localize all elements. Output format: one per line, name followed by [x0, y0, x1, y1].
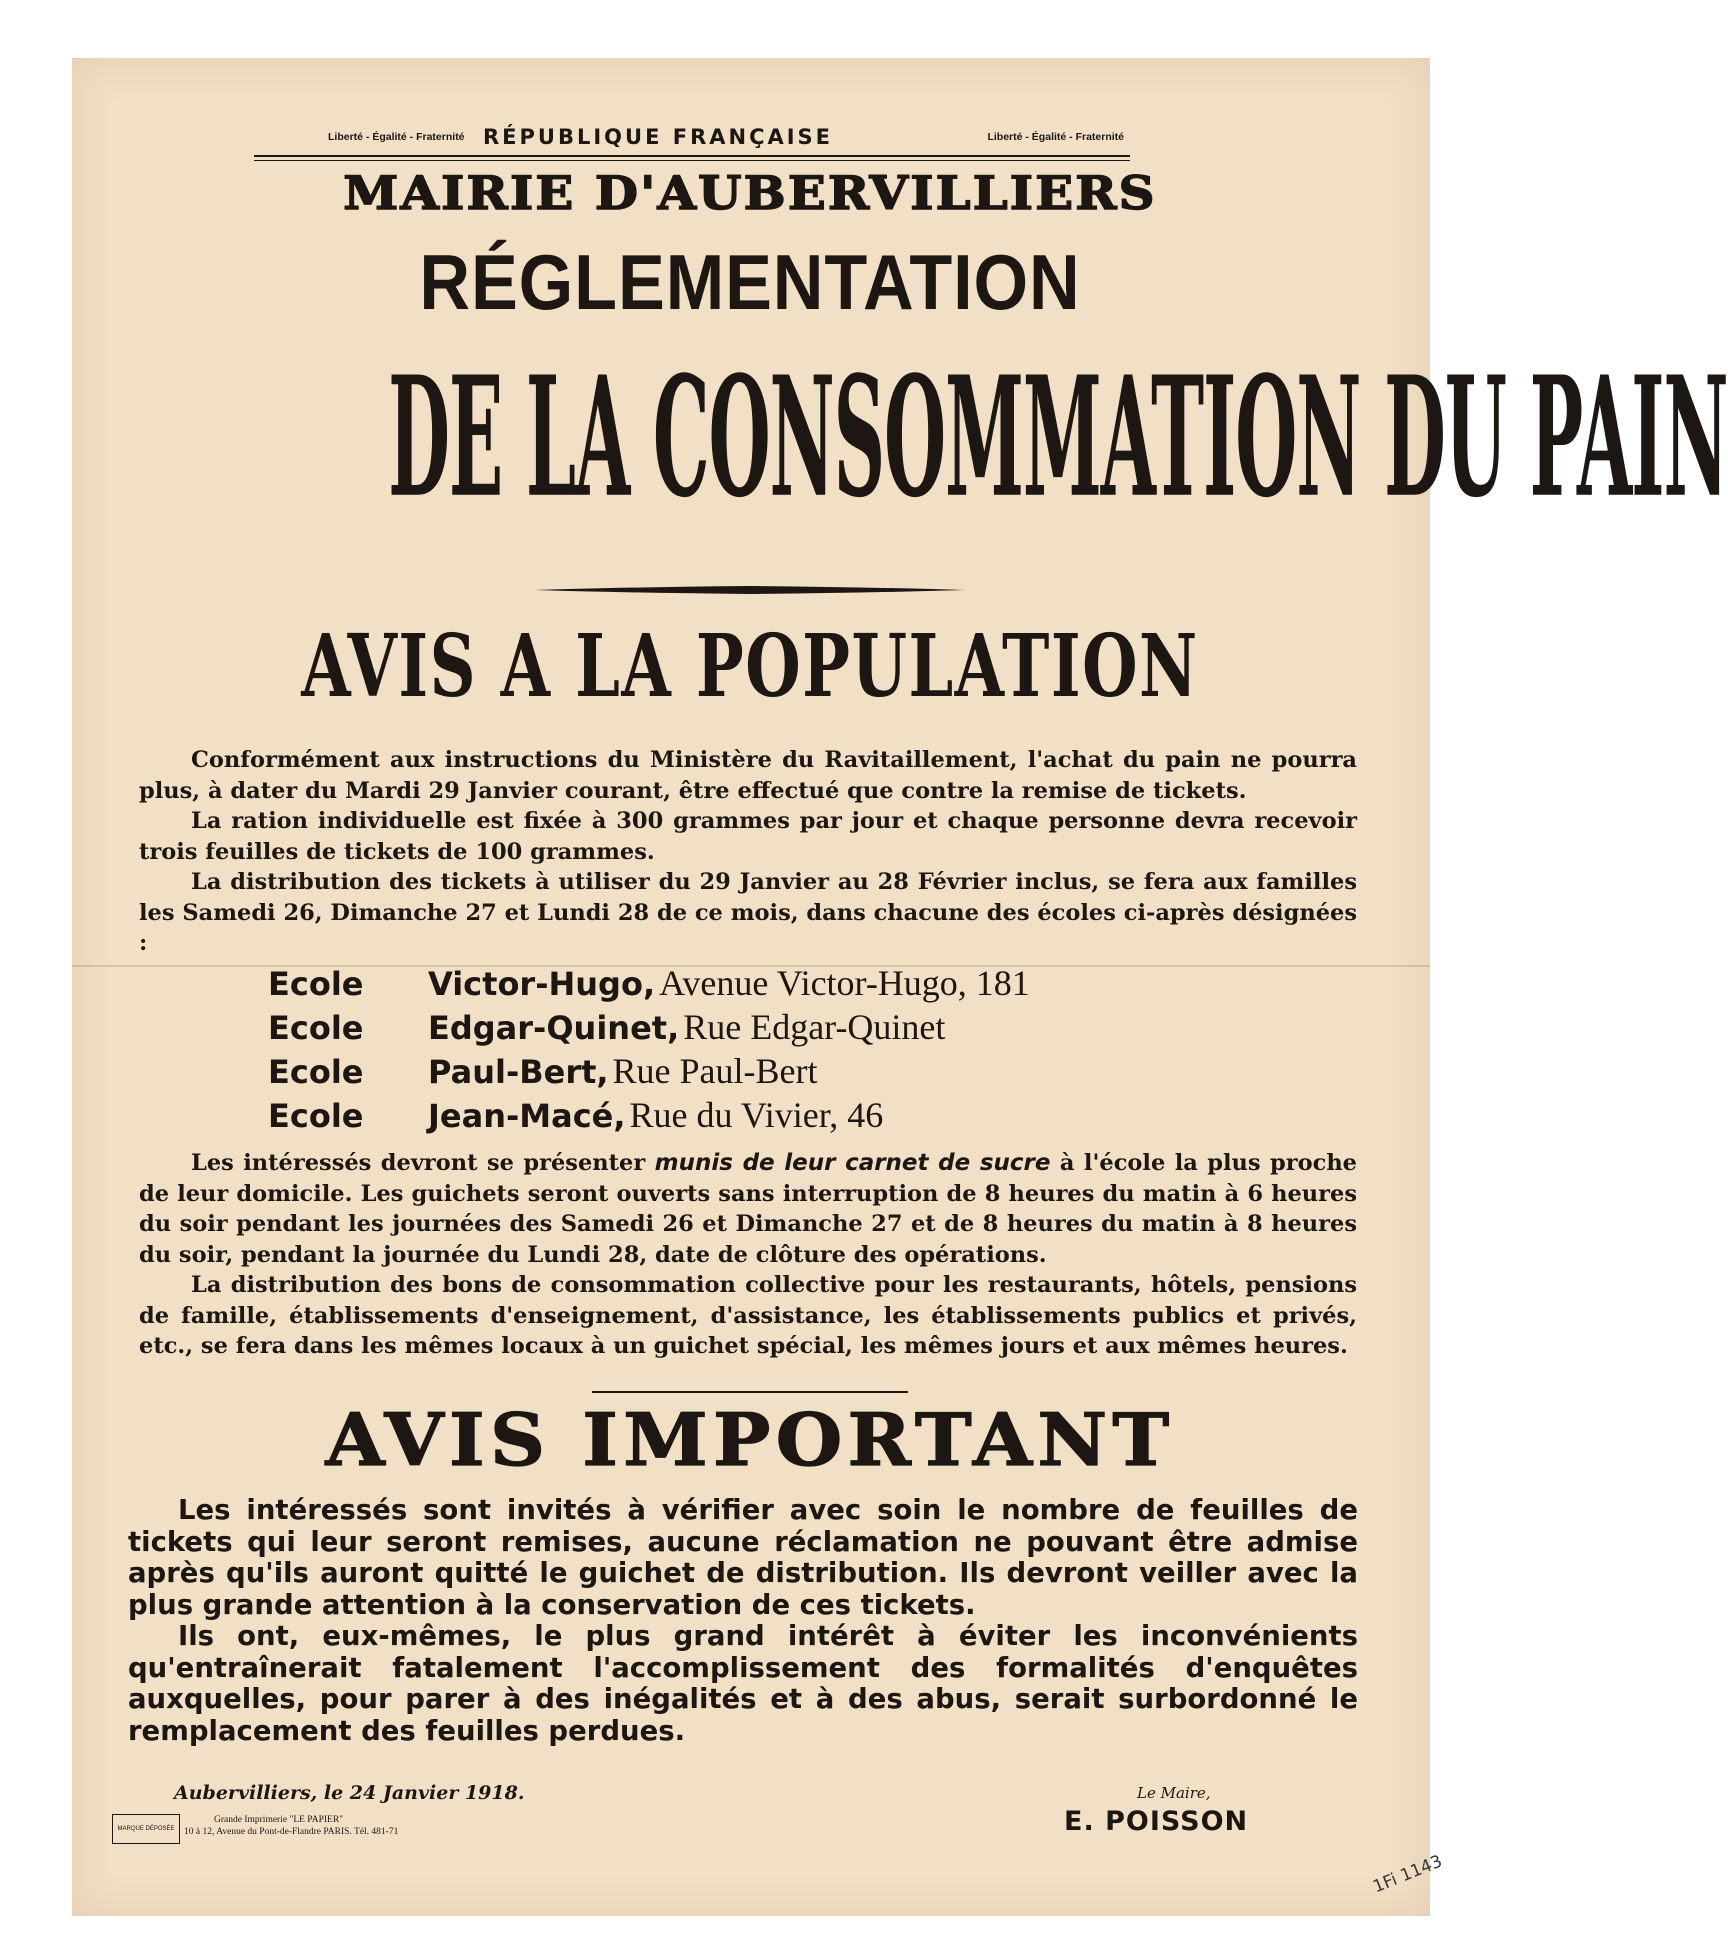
printer-name: Grande Imprimerie "LE PAPIER" [214, 1815, 344, 1825]
intro-paragraphs [139, 745, 1357, 959]
school-item: Ecole Edgar-Quinet, Rue Edgar-Quinet [268, 1007, 946, 1047]
paragraph-distribution: La distribution des tickets à utiliser du 29 Janvier au 28 Février inclus, se fera aux familles les Samedi 26, Dimanche 27 et Lundi 28 de ce mois, dans chacune des écoles ci-après désignées : [139, 869, 1357, 956]
school-item: Ecole Paul-Bert, Rue Paul-Bert [268, 1051, 818, 1091]
mayor-label: Le Maire, [1137, 1784, 1211, 1802]
paragraph-interest: Ils ont, eux-mêmes, le plus grand intérêt à éviter les inconvénients qu'entraînerait fatalement l'accomplissement des formalités d'enquêtes auxquelles, pour parer à des inégalités et à des abus, serait surbordonné le remplacement des feuilles perdues. [128, 1620, 1358, 1747]
motto-right: Liberté - Égalité - Fraternité [987, 131, 1124, 143]
avis-population-title: AVIS A LA POPULATION [301, 616, 1199, 717]
important-paragraphs [128, 1495, 1358, 1747]
paragraph-collective: La distribution des bons de consommation collective pour les restaurants, hôtels, pensions de famille, établissements d'enseignement, d'assistance, les établissements publics et privés, etc., se fera dans les mêmes locaux à un guichet spécial, les mêmes jours et aux mêmes heures. [139, 1272, 1357, 1359]
schools-list [268, 962, 1268, 1138]
divider-rule [592, 1391, 908, 1393]
details-paragraphs [139, 1148, 1357, 1362]
sugar-card-emphasis: munis de leur carnet de sucre [654, 1150, 1051, 1176]
consommation-title: DE LA CONSOMMATION DU PAIN [388, 341, 1728, 535]
paragraph-verification: Les intéressés sont invités à vérifier avec soin le nombre de feuilles de tickets qui leur seront remises, aucune réclamation ne pouvant être admise après qu'ils auront quitté le guichet de distribution. Ils devront veiller avec la plus grande attention à la conservation de ces tickets. [128, 1494, 1358, 1621]
printer-address: 10 à 12, Avenue du Pont-de-Flandre PARIS. Tél. 481-71 [184, 1827, 399, 1837]
ornamental-rule [535, 584, 965, 596]
school-item: Ecole Victor-Hugo, Avenue Victor-Hugo, 181 [268, 963, 1030, 1003]
printer-logo: MARQUE DÉPOSÉE [112, 1814, 180, 1844]
header-rule-2 [254, 160, 1130, 161]
archive-reference: 1Fi 1143 [1370, 1851, 1446, 1898]
mayor-name: E. POISSON [1064, 1806, 1249, 1837]
reglementation-title: RÉGLEMENTATION [419, 238, 1081, 326]
mairie-title: MAIRIE D'AUBERVILLIERS [343, 166, 1157, 220]
motto-left: Liberté - Égalité - Fraternité [328, 131, 465, 143]
paragraph-guichets: Les intéressés devront se présenter munis de leur carnet de sucre à l'école la plus proche de leur domicile. Les guichets seront ouverts sans interruption de 8 heures du matin à 6 heures du soir pendant les journées des Samedi 26 et Dimanche 27 et de 8 heures du matin à 8 heures du soir, pendant la journée du Lundi 28, date de clôture des opérations. [139, 1150, 1357, 1268]
printer-info [184, 1814, 398, 1838]
republic-header [254, 121, 1124, 151]
paragraph-ration: La ration individuelle est fixée à 300 grammes par jour et chaque personne devra recevoir trois feuilles de tickets de 100 grammes. [139, 808, 1357, 865]
avis-important-title: AVIS IMPORTANT [325, 1397, 1175, 1482]
header-rule-1 [254, 155, 1130, 157]
place-date: Aubervilliers, le 24 Janvier 1918. [174, 1782, 525, 1804]
paragraph-tickets: Conformément aux instructions du Ministère du Ravitaillement, l'achat du pain ne pourra plus, à dater du Mardi 29 Janvier courant, être effectué que contre la remise de tickets. [139, 747, 1357, 804]
school-item: Ecole Jean-Macé, Rue du Vivier, 46 [268, 1095, 884, 1135]
republic-title: RÉPUBLIQUE FRANÇAISE [483, 125, 834, 149]
